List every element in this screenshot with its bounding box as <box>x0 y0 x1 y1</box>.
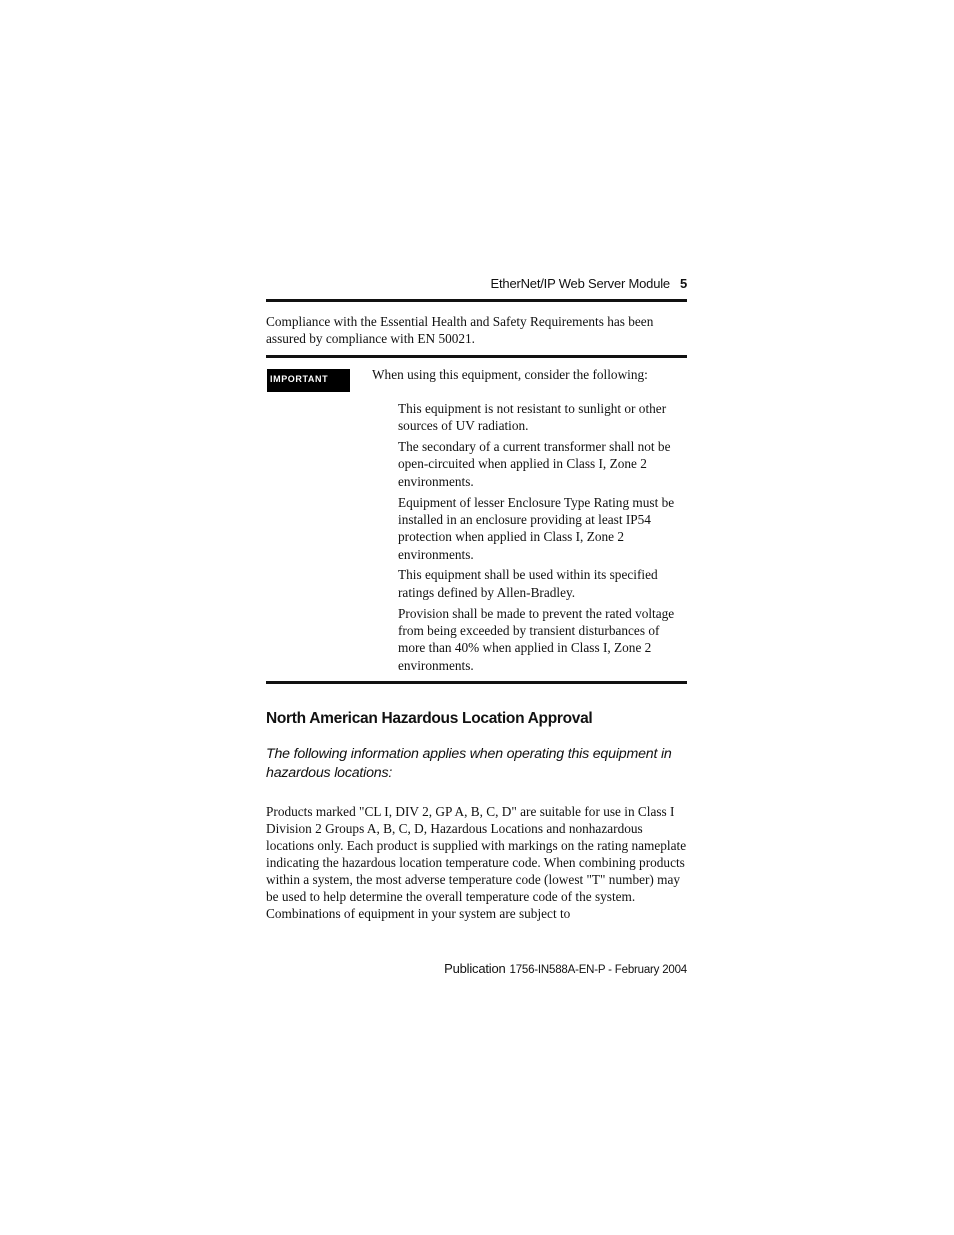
list-item: Provision shall be made to prevent the rated voltage from being exceeded by transient disturbances of more than 40% when applied in Class I, Zone 2 environments. <box>398 605 675 673</box>
compliance-paragraph: Compliance with the Essential Health and Safety Requirements has been assured by compliance with EN 50021. <box>266 314 654 346</box>
page-number: 5 <box>679 276 687 291</box>
header-rule <box>266 299 687 302</box>
important-list <box>398 400 688 677</box>
list-item: Equipment of lesser Enclosure Type Rating must be installed in an enclosure providing at least IP54 protection when applied in Class I, Zone 2 environments. <box>398 494 675 562</box>
section-body: Products marked "CL I, DIV 2, GP A, B, C, D" are suitable for use in Class I Division 2 Groups A, B, C, D, Hazardous Locations and nonhazardous locations only. Each product is supplied with markings on the rating nameplate indicating the hazardous location temperature code. When combining products within a system, the most adverse temperature code (lowest "T" number) may be used to help determine the overall temperature code of the system. Combinations of equipment in your system are subject to <box>266 804 687 921</box>
list-item: The secondary of a current transformer shall not be open-circuited when applied in Class I, Zone 2 environments. <box>398 439 671 489</box>
important-top-rule <box>266 355 687 358</box>
section-title: North American Hazardous Location Approval <box>266 710 593 727</box>
list-item: This equipment is not resistant to sunlight or other sources of UV radiation. <box>398 401 667 434</box>
important-intro: When using this equipment, consider the following: <box>372 367 648 382</box>
important-badge: IMPORTANT <box>267 369 350 392</box>
publication-id: 1756-IN588A-EN-P - February 2004 <box>509 964 687 976</box>
footer-label: Publication <box>444 961 506 976</box>
section-lead: The following information applies when operating this equipment in hazardous locations: <box>266 746 672 781</box>
page-footer <box>266 961 687 976</box>
header-title: EtherNet/IP Web Server Module <box>490 276 670 291</box>
important-bottom-rule <box>266 681 687 684</box>
list-item: This equipment shall be used within its specified ratings defined by Allen-Bradley. <box>398 567 658 600</box>
running-header <box>266 276 687 291</box>
